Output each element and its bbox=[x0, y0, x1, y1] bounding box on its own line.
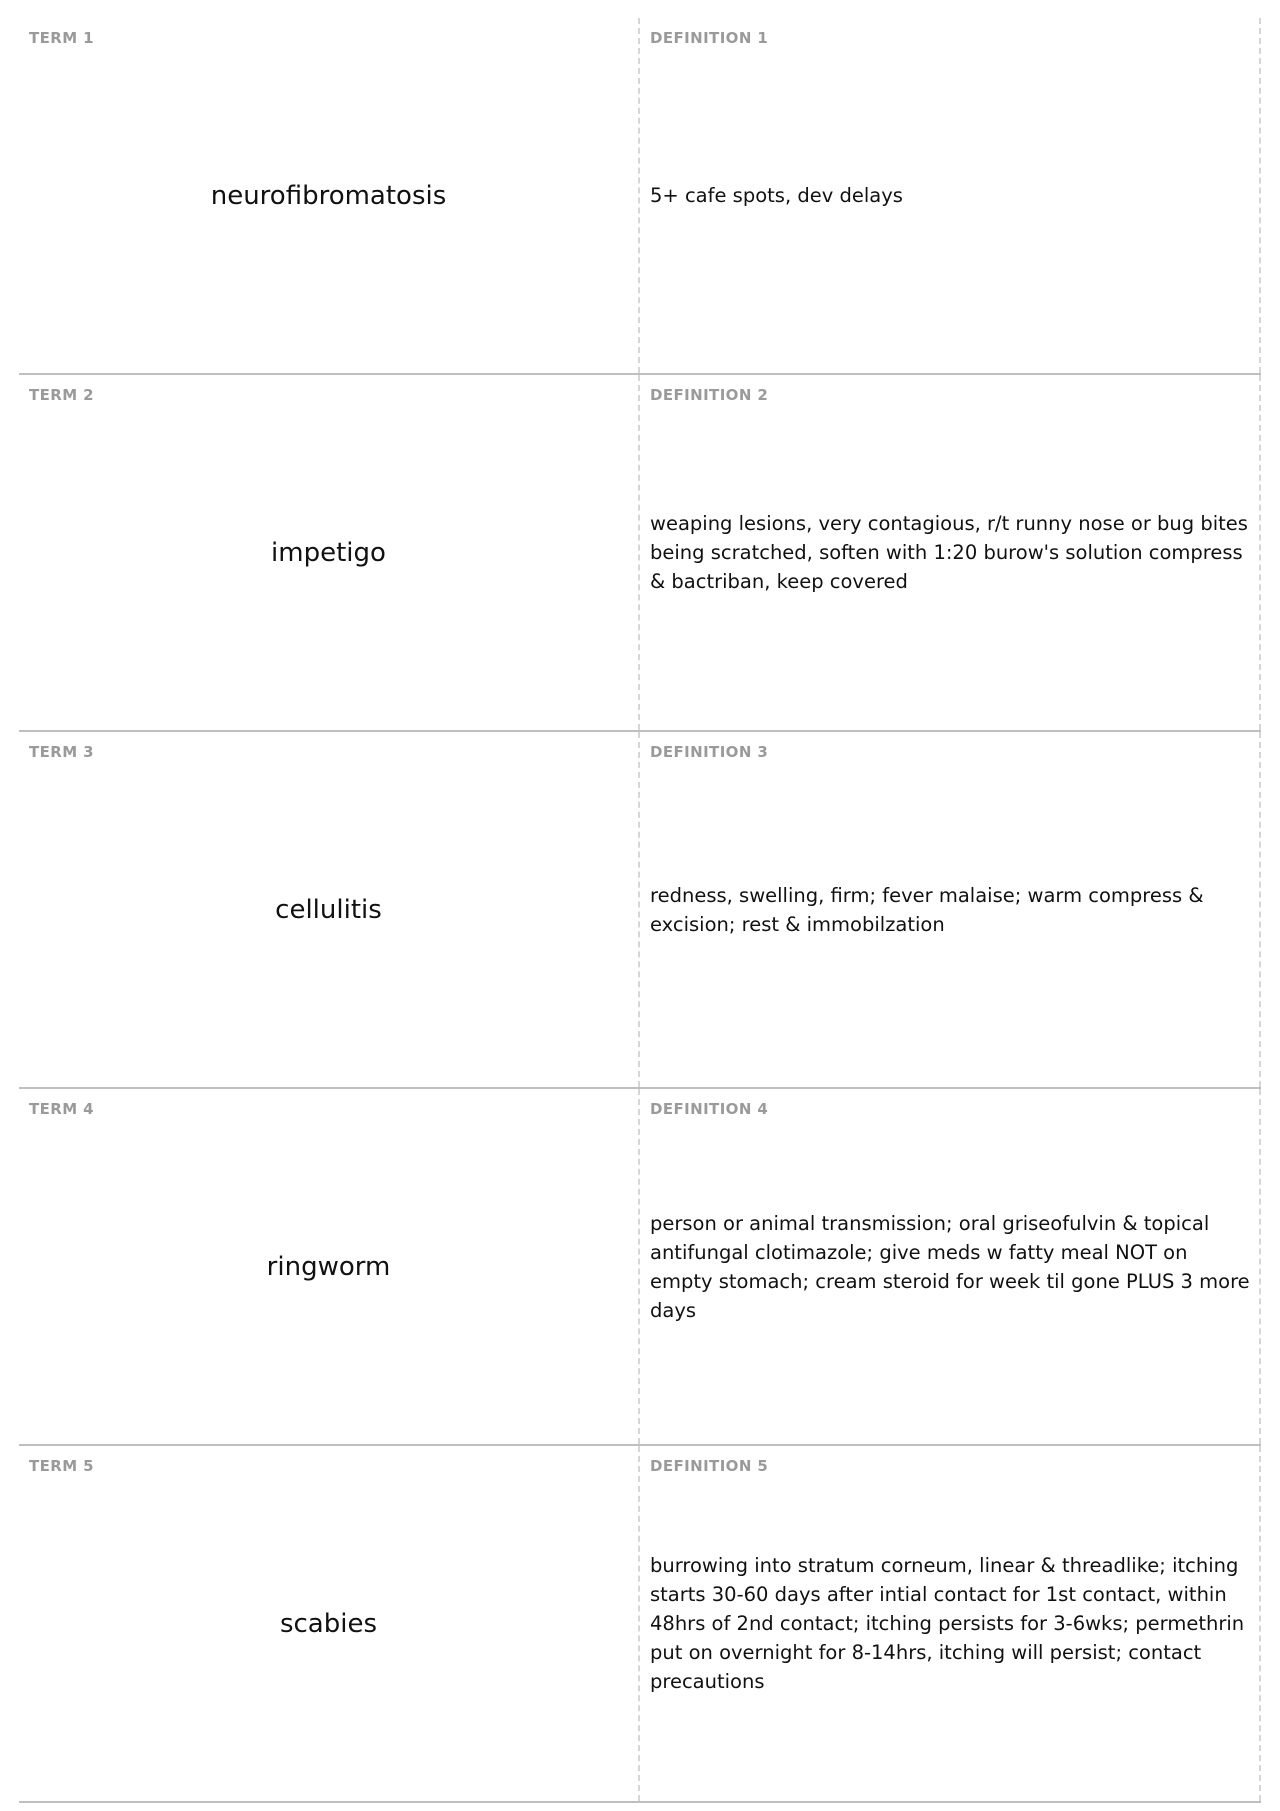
definition-cell bbox=[640, 732, 1261, 1087]
flashcard-sheet bbox=[19, 18, 1261, 1796]
term-cell bbox=[19, 1446, 640, 1801]
term-text: neurofibromatosis bbox=[210, 180, 447, 211]
term-label: TERM 3 bbox=[29, 743, 95, 761]
term-cell bbox=[19, 732, 640, 1087]
flashcard-row-3 bbox=[19, 732, 1261, 1089]
term-label: TERM 4 bbox=[29, 1100, 95, 1118]
definition-text-wrap bbox=[650, 1089, 1251, 1444]
term-cell bbox=[19, 375, 640, 730]
definition-label: DEFINITION 1 bbox=[650, 29, 769, 47]
definition-text-wrap bbox=[650, 732, 1251, 1087]
definition-label: DEFINITION 2 bbox=[650, 386, 769, 404]
flashcard-row-5 bbox=[19, 1446, 1261, 1803]
definition-cell bbox=[640, 18, 1261, 373]
term-text: cellulitis bbox=[275, 894, 382, 925]
definition-text: 5+ cafe spots, dev delays bbox=[650, 184, 903, 207]
definition-cell bbox=[640, 375, 1261, 730]
definition-text-wrap bbox=[650, 1446, 1251, 1801]
flashcard-row-4 bbox=[19, 1089, 1261, 1446]
term-text: impetigo bbox=[271, 537, 386, 568]
flashcard-row-2 bbox=[19, 375, 1261, 732]
definition-text: burrowing into stratum corneum, linear & threadlike; itching starts 30-60 days after intial contact for 1st contact, within 48hrs of 2nd contact; itching persists for 3-6wks; permethrin put on overnight for 8-14hrs, itching will persist; contact precautions bbox=[650, 1554, 1245, 1693]
definition-text: weaping lesions, very contagious, r/t runny nose or bug bites being scratched, soften with 1:20 burow's solution compress & bactriban, keep covered bbox=[650, 512, 1248, 593]
term-label: TERM 2 bbox=[29, 386, 95, 404]
definition-label: DEFINITION 4 bbox=[650, 1100, 769, 1118]
definition-text: person or animal transmission; oral griseofulvin & topical antifungal clotimazole; give meds w fatty meal NOT on empty stomach; cream steroid for week til gone PLUS 3 more days bbox=[650, 1211, 1250, 1322]
term-text: scabies bbox=[279, 1608, 378, 1639]
definition-text: redness, swelling, firm; fever malaise; warm compress & excision; rest & immobilzation bbox=[650, 883, 1204, 936]
term-label: TERM 5 bbox=[29, 1457, 95, 1475]
definition-cell bbox=[640, 1446, 1261, 1801]
definition-cell bbox=[640, 1089, 1261, 1444]
definition-text-wrap bbox=[650, 18, 1251, 373]
definition-label: DEFINITION 3 bbox=[650, 743, 769, 761]
term-label: TERM 1 bbox=[29, 29, 95, 47]
definition-label: DEFINITION 5 bbox=[650, 1457, 769, 1475]
term-cell bbox=[19, 18, 640, 373]
term-cell bbox=[19, 1089, 640, 1444]
flashcard-row-1 bbox=[19, 18, 1261, 375]
definition-text-wrap bbox=[650, 375, 1251, 730]
term-text: ringworm bbox=[266, 1251, 391, 1282]
